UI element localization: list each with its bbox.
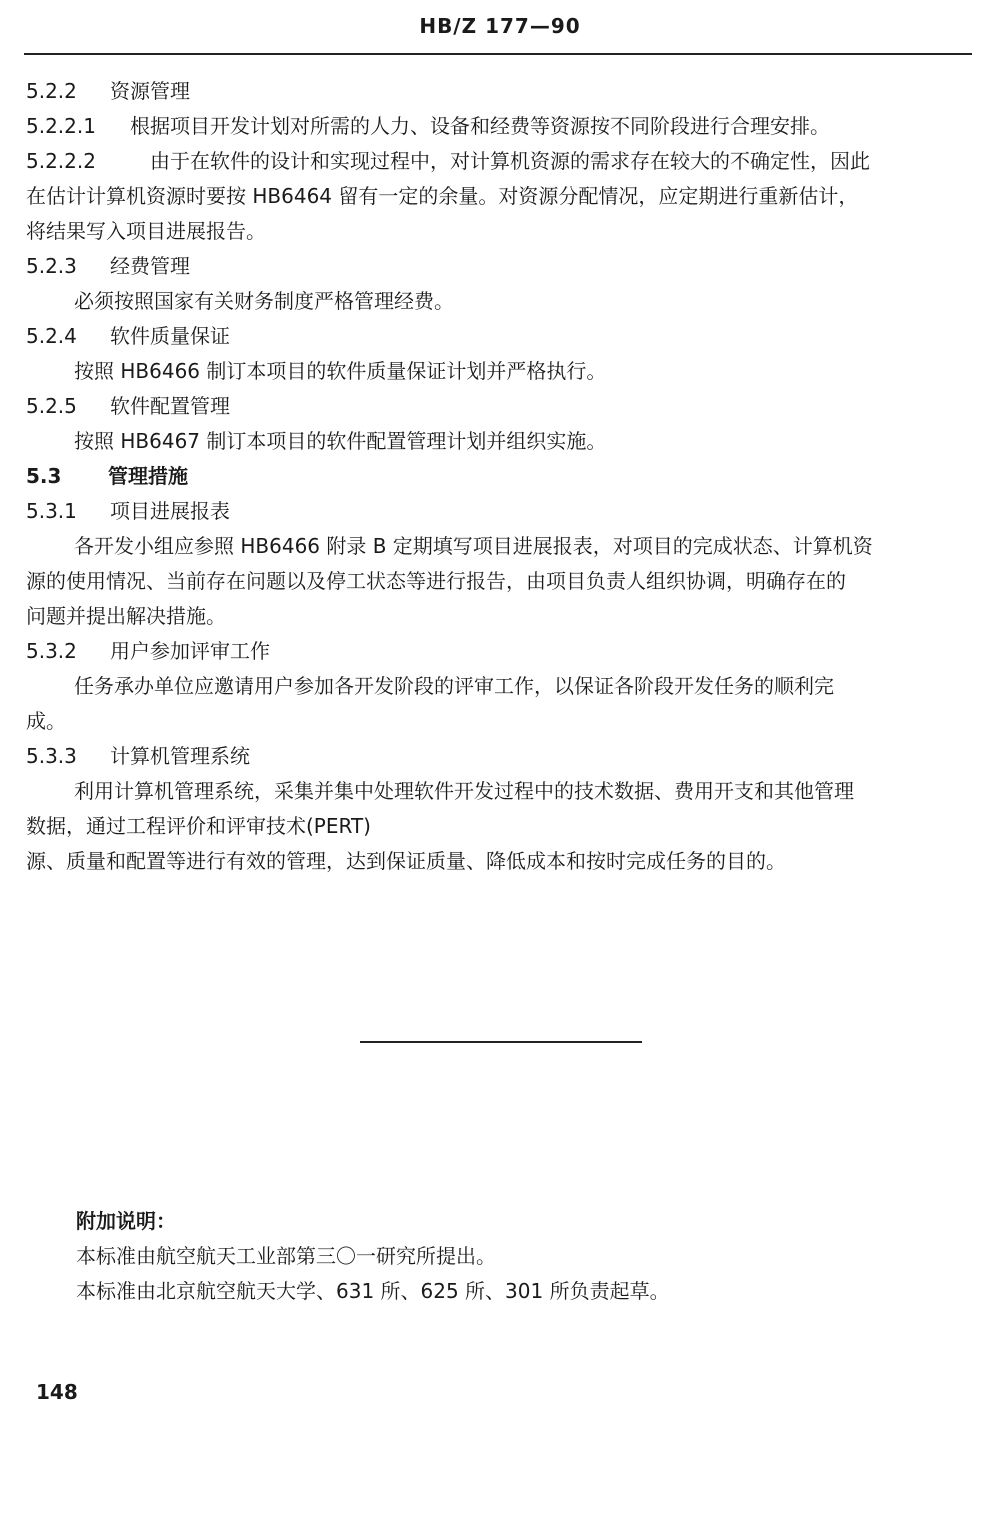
page-number: 148 (36, 1380, 78, 1404)
section-5-2-3-heading (26, 249, 972, 284)
section-number: 5.3.2 (26, 639, 77, 663)
section-5-2-4-heading (26, 319, 972, 354)
section-title: 资源管理 (110, 79, 190, 103)
section-number: 5.3 (26, 464, 62, 488)
section-5-3-3-heading (26, 739, 972, 774)
section-5-3-heading (26, 459, 972, 494)
note-line: 本标准由航空航天工业部第三〇一研究所提出。 (76, 1244, 496, 1268)
paragraph-line: 源、质量和配置等进行有效的管理，达到保证质量、降低成本和按时完成任务的目的。 (26, 849, 786, 873)
section-number: 5.3.1 (26, 499, 77, 523)
section-number: 5.2.4 (26, 324, 77, 348)
document-body (26, 74, 972, 879)
paragraph-line: 将结果写入项目进展报告。 (26, 219, 266, 243)
note-line: 本标准由北京航空航天大学、631 所、625 所、301 所负责起草。 (76, 1279, 670, 1303)
section-title: 经费管理 (110, 254, 190, 278)
paragraph-line: 利用计算机管理系统，采集并集中处理软件开发过程中的技术数据、费用开支和其他管理 (74, 779, 854, 803)
note-heading: 附加说明： (76, 1209, 176, 1233)
end-of-text-rule (360, 1041, 642, 1043)
section-5-2-2-2-line-1 (26, 144, 972, 179)
section-title: 软件质量保证 (110, 324, 230, 348)
header-rule (24, 53, 972, 55)
section-number: 5.3.3 (26, 744, 77, 768)
paragraph-text: 由于在软件的设计和实现过程中，对计算机资源的需求存在较大的不确定性，因此 (150, 149, 870, 173)
paragraph-line: 成。 (26, 709, 66, 733)
section-title: 软件配置管理 (110, 394, 230, 418)
section-5-2-5-heading (26, 389, 972, 424)
section-number: 5.2.3 (26, 254, 77, 278)
paragraph-line: 按照 HB6467 制订本项目的软件配置管理计划并组织实施。 (74, 429, 607, 453)
paragraph-line: 必须按照国家有关财务制度严格管理经费。 (74, 289, 454, 313)
section-5-2-2-heading (26, 74, 972, 109)
paragraph-text: 根据项目开发计划对所需的人力、设备和经费等资源按不同阶段进行合理安排。 (130, 114, 830, 138)
paragraph-line: 按照 HB6466 制订本项目的软件质量保证计划并严格执行。 (74, 359, 607, 383)
paragraph-line: 数据，通过工程评价和评审技术(PERT) (26, 814, 371, 838)
section-number: 5.2.2 (26, 79, 77, 103)
section-number: 5.2.5 (26, 394, 77, 418)
section-5-2-2-1 (26, 109, 972, 144)
paragraph-line: 在估计计算机资源时要按 HB6464 留有一定的余量。对资源分配情况，应定期进行重新估计， (26, 184, 859, 208)
section-title: 项目进展报表 (110, 499, 230, 523)
section-title: 管理措施 (108, 464, 188, 488)
section-5-3-1-heading (26, 494, 972, 529)
paragraph-line: 各开发小组应参照 HB6466 附录 B 定期填写项目进展报表，对项目的完成状态、计算机资 (74, 534, 873, 558)
paragraph-line: 任务承办单位应邀请用户参加各开发阶段的评审工作，以保证各阶段开发任务的顺利完 (74, 674, 834, 698)
document-code-header: HB/Z 177—90 (419, 14, 581, 38)
section-5-3-2-heading (26, 634, 972, 669)
section-title: 用户参加评审工作 (110, 639, 270, 663)
section-number: 5.2.2.1 (26, 114, 96, 138)
additional-notes (76, 1204, 956, 1309)
section-number: 5.2.2.2 (26, 149, 96, 173)
paragraph-line: 源的使用情况、当前存在问题以及停工状态等进行报告，由项目负责人组织协调，明确存在的 (26, 569, 846, 593)
section-title: 计算机管理系统 (110, 744, 250, 768)
paragraph-line: 问题并提出解决措施。 (26, 604, 226, 628)
